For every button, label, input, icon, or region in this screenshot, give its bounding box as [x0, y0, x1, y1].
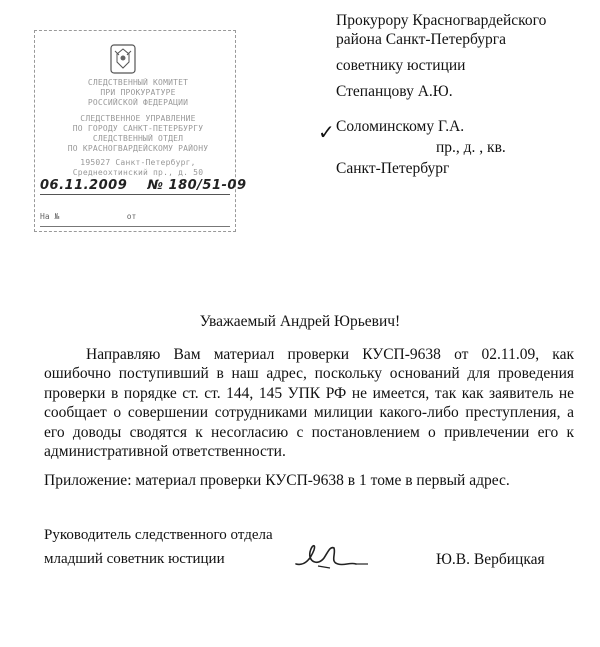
stamp-line: ПРИ ПРОКУРАТУРЕ: [100, 88, 176, 97]
stamp-line: Среднеохтинский пр., д. 50: [72, 168, 204, 177]
stamp-line: РОССИЙСКОЙ ФЕДЕРАЦИИ: [87, 98, 189, 107]
addressee-line-4: Степанцову А.Ю.: [336, 83, 453, 100]
addressee-line-2: района Санкт-Петербурга: [336, 31, 507, 48]
signer-rank: младший советник юстиции: [44, 551, 225, 567]
letter-appendix: Приложение: материал проверки КУСП-9638 в 1 томе в первый адрес.: [44, 472, 510, 489]
addressee-line-3: советнику юстиции: [336, 57, 466, 74]
stamp-line: СЛЕДСТВЕННЫЙ КОМИТЕТ: [87, 78, 189, 87]
stamp-line: 195027 Санкт-Петербург,: [80, 158, 196, 167]
registration-entry: [40, 178, 247, 193]
registration-date: 06.11.2009: [40, 178, 128, 193]
stamp-line: СЛЕДСТВЕННОЕ УПРАВЛЕНИЕ: [80, 114, 196, 123]
signer-title: Руководитель следственного отдела: [44, 527, 273, 543]
recipient-name: Соломинскому Г.А.: [336, 118, 465, 135]
reference-no-label: На №: [40, 212, 60, 221]
stamp-line: СЛЕДСТВЕННЫЙ ОТДЕЛ: [92, 134, 184, 143]
registration-number: № 180/51-09: [147, 178, 247, 193]
letter-greeting: Уважаемый Андрей Юрьевич!: [199, 313, 401, 330]
recipient-city: Санкт-Петербург: [336, 160, 450, 177]
checkmark-icon: ✓: [318, 120, 335, 144]
reference-underline: [40, 226, 230, 227]
stamp-line: ПО КРАСНОГВАРДЕЙСКОМУ РАЙОНУ: [67, 144, 209, 153]
reference-from-label: от: [126, 212, 137, 221]
letter-body: Направляю Вам материал проверки КУСП-9638 от 02.11.09, как ошибочно поступивший в наш адрес, поскольку оснований для проведения проверки в порядке ст. ст. 144, 145 УПК РФ не имеется, так как заявитель не сообщает о совершении сотрудниками милиции какого-либо преступления, а его доводы сводятся к несогласию с постановлением о привлечении его к административной ответственности.: [44, 346, 574, 461]
signer-name: Ю.В. Вербицкая: [436, 551, 545, 568]
recipient-street: пр., д. , кв.: [436, 139, 506, 156]
registration-underline: [40, 194, 230, 195]
addressee-line-1: Прокурору Красногвардейского: [336, 12, 547, 29]
coat-of-arms-emblem: [106, 42, 140, 76]
stamp-text: [48, 78, 228, 178]
stamp-line: ПО ГОРОДУ САНКТ-ПЕТЕРБУРГУ: [72, 124, 204, 133]
reference-entry: [40, 212, 136, 221]
handwritten-signature: [290, 536, 370, 576]
